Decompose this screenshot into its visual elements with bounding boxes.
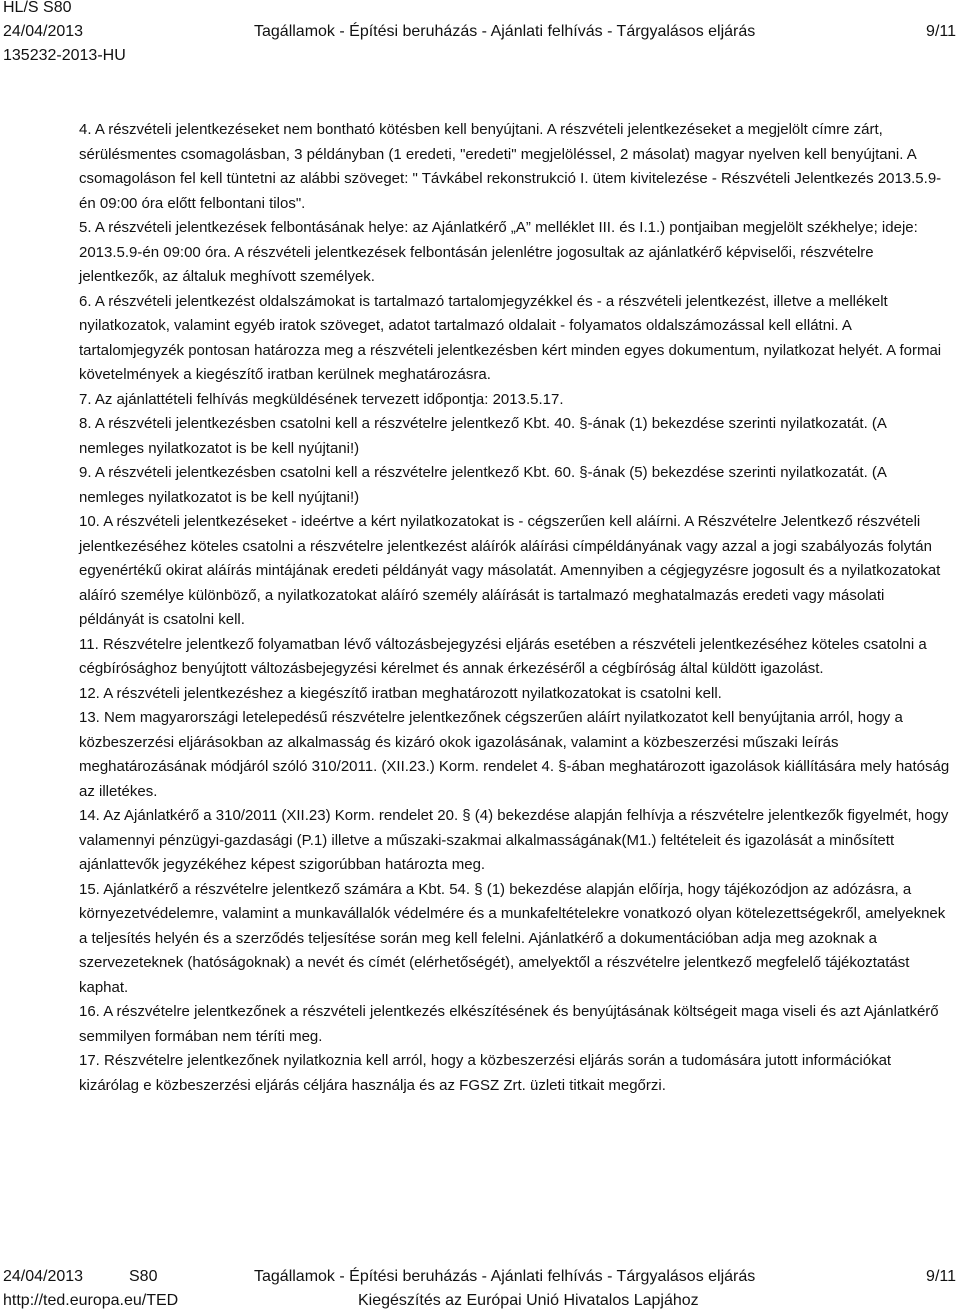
footer-page-number: 9/11 xyxy=(926,1268,956,1285)
paragraph-12: 12. A részvételi jelentkezéshez a kiegészítő iratban meghatározott nyilatkozatokat is csatolni kell. xyxy=(79,684,722,702)
paragraph-5: 5. A részvételi jelentkezések felbontásának helye: az Ajánlatkérő „A” melléklet III. és I.1.) pontjaiban megjelölt székhelye; ideje: 2013.5.9-én 09:00 óra. A részvételi jelentkezések felbontásán jelenlétre jogosultak az ajánlatkérő képviselői, részvételre jelentkezők, az általuk meghívott személyek. xyxy=(79,219,918,285)
paragraph-10: 10. A részvételi jelentkezéseket - ideértve a kért nyilatkozatokat is - cégszerűen kell aláírni. A Részvételre Jelentkező részvételi jelentkezéséhez köteles csatolni a részvételre jelentkezést aláírók aláírási címpéldányának vagy azzal a jogi szabályozás folytán egyenértékű okirat aláírás mintájának eredeti példányát vagy másolatát. Amennyiben a cégjegyzésre jogosult és a nyilatkozatokat aláíró személye különböző, a nyilatkozatokat aláíró személy aláírását is tartalmazó meghatalmazás eredeti vagy másolati példányát is csatolni kell. xyxy=(79,513,941,628)
footer-url: http://ted.europa.eu/TED xyxy=(3,1292,179,1309)
paragraph-17: 17. Részvételre jelentkezőnek nyilatkoznia kell arról, hogy a közbeszerzési eljárás során a tudomására jutott információkat kizárólag e közbeszerzési eljárás céljára használja és az FGSZ Zrt. üzleti titkait megőrzi. xyxy=(79,1052,892,1094)
paragraph-8: 8. A részvételi jelentkezésben csatolni kell a részvételre jelentkező Kbt. 40. §-ának (1) bekezdése szerinti nyilatkozatát. (A nemleges nyilatkozatot is be kell nyújtani!) xyxy=(79,415,887,457)
page-header xyxy=(0,0,960,70)
footer-s80: S80 xyxy=(129,1268,158,1285)
header-title: Tagállamok - Építési beruházás - Ajánlati felhívás - Tárgyalásos eljárás xyxy=(254,23,756,40)
footer-date: 24/04/2013 xyxy=(3,1268,84,1285)
footer-subtitle: Kiegészítés az Európai Unió Hivatalos Lapjához xyxy=(358,1292,699,1309)
page-footer xyxy=(0,1263,960,1311)
paragraph-9: 9. A részvételi jelentkezésben csatolni kell a részvételre jelentkező Kbt. 60. §-ának (5) bekezdése szerinti nyilatkozatát. (A nemleges nyilatkozatot is be kell nyújtani!) xyxy=(79,464,887,506)
footer-title: Tagállamok - Építési beruházás - Ajánlati felhívás - Tárgyalásos eljárás xyxy=(254,1268,756,1285)
header-date: 24/04/2013 xyxy=(3,23,84,40)
paragraph-4: 4. A részvételi jelentkezéseket nem bontható kötésben kell benyújtani. A részvételi jelentkezéseket a megjelölt címre zárt, sérülésmentes csomagolásban, 3 példányban (1 eredeti, "eredeti" megjelöléssel, 2 másolat) magyar nyelven kell benyújtani. A csomagoláson fel kell tüntetni az alábbi szöveget: " Távkábel rekonstrukció I. ütem kivitelezése - Részvételi Jelentkezés 2013.5.9-én 09:00 óra előtt felbontani tilos". xyxy=(79,121,942,212)
paragraph-14: 14. Az Ajánlatkérő a 310/2011 (XII.23) Korm. rendelet 20. § (4) bekezdése alapján felhívja a részvételre jelentkezők figyelmét, hogy valamennyi pénzügyi-gazdasági (P.1) illetve a műszaki-szakmai alkalmasságának(M1.) feltételeit és igazolását a minősített ajánlattevők jegyzékéhez képest szigorúbban határozta meg. xyxy=(79,807,949,873)
paragraph-11: 11. Részvételre jelentkező folyamatban lévő változásbejegyzési eljárás esetében a részvételi jelentkezéséhez köteles csatolni a cégbírósághoz benyújtott változásbejegyzési kérelmet és annak érkezéséről a cégbíróság által küldött igazolást. xyxy=(79,635,927,677)
paragraph-15: 15. Ajánlatkérő a részvételre jelentkező számára a Kbt. 54. § (1) bekezdése alapján előírja, hogy tájékozódjon az adózásra, a környezetvédelemre, valamint a munkavállalók védelmére és a munkafeltételekre vonatkozó olyan kötelezettségekről, amelyeknek a teljesítés helyén és a szerződés teljesítése során meg kell felelni. Ajánlatkérő a dokumentációban adja meg azoknak a szervezeteknek (hatóságoknak) a nevét és címét (elérhetőségét), amelyektől a részvételre jelentkező megfelelő tájékoztatást kaphat. xyxy=(79,880,946,996)
header-page-number: 9/11 xyxy=(926,23,956,40)
header-journal-code: HL/S S80 xyxy=(3,0,72,16)
paragraph-13: 13. Nem magyarországi letelepedésű részvételre jelentkezőnek cégszerűen aláírt nyilatkozatot kell benyújtania arról, hogy a közbeszerzési eljárásokban az alkalmasság és kizáró okok igazolásának, valamint a közbeszerzési műszaki leírás meghatározásának módjáról szóló 310/2011. (XII.23.) Korm. rendelet 4. §-ában meghatározott igazolások kiállítására mely hatóság az illetékes. xyxy=(79,709,950,800)
paragraph-7: 7. Az ajánlattételi felhívás megküldésének tervezett időpontja: 2013.5.17. xyxy=(79,390,564,408)
header-document-id: 135232-2013-HU xyxy=(3,47,126,64)
document-body xyxy=(79,118,951,1098)
paragraph-16: 16. A részvételre jelentkezőnek a részvételi jelentkezés elkészítésének és benyújtásának költségeit maga viseli és azt Ajánlatkérő semmilyen formában nem téríti meg. xyxy=(79,1003,939,1045)
paragraph-6: 6. A részvételi jelentkezést oldalszámokat is tartalmazó tartalomjegyzékkel és - a részvételi jelentkezést, illetve a mellékelt nyilatkozatok, valamint egyéb iratok szöveget, adatot tartalmazó oldalait - folyamatos oldalszámozással kell ellátni. A tartalomjegyzék pontosan határozza meg a részvételi jelentkezésben kért minden egyes dokumentum, nyilatkozat helyét. A formai követelmények a kiegészítő iratban kerülnek meghatározásra. xyxy=(79,292,942,383)
